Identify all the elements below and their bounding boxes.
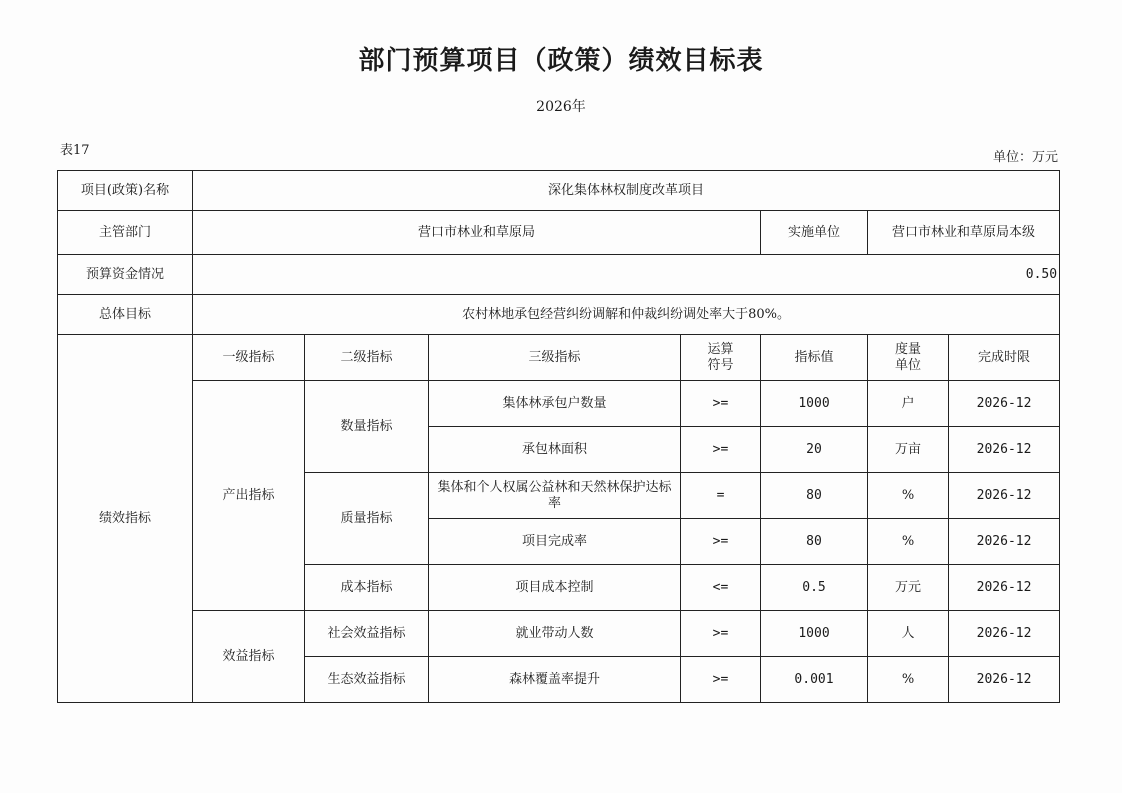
table-row — [58, 381, 1060, 427]
indicator-unit: 户 — [868, 381, 949, 427]
indicator-value: 20 — [761, 427, 868, 473]
impl-unit-value: 营口市林业和草原局本级 — [868, 211, 1060, 255]
indicator-operator: >= — [681, 381, 761, 427]
dept-label: 主管部门 — [58, 211, 193, 255]
level2-cost: 成本指标 — [305, 565, 429, 611]
header-operator-line1: 运算 — [707, 341, 734, 357]
indicator-value: 0.001 — [761, 657, 868, 703]
indicator-deadline: 2026-12 — [949, 565, 1060, 611]
indicator-unit: 万元 — [868, 565, 949, 611]
project-name-label: 项目(政策)名称 — [58, 171, 193, 211]
indicator-unit: % — [868, 473, 949, 519]
year-label: 2026年 — [536, 99, 586, 115]
level2-quantity: 数量指标 — [305, 381, 429, 473]
header-operator — [681, 335, 761, 381]
performance-table — [57, 170, 1060, 703]
project-name-value: 深化集体林权制度改革项目 — [193, 171, 1060, 211]
indicators-section-label: 绩效指标 — [58, 335, 193, 703]
header-operator-line2: 符号 — [707, 357, 734, 373]
goal-label: 总体目标 — [58, 295, 193, 335]
indicator-unit: % — [868, 657, 949, 703]
goal-value: 农村林地承包经营纠纷调解和仲裁纠纷调处率大于80%。 — [193, 295, 1060, 335]
indicator-operator: = — [681, 473, 761, 519]
indicator-operator: >= — [681, 519, 761, 565]
budget-label: 预算资金情况 — [58, 255, 193, 295]
budget-value: 0.50 — [193, 255, 1060, 295]
table-row — [58, 611, 1060, 657]
header-level3: 三级指标 — [429, 335, 681, 381]
indicator-name: 集体林承包户数量 — [429, 381, 681, 427]
indicator-operator: <= — [681, 565, 761, 611]
level1-benefit: 效益指标 — [193, 611, 305, 703]
indicator-operator: >= — [681, 657, 761, 703]
indicator-name: 就业带动人数 — [429, 611, 681, 657]
indicator-deadline: 2026-12 — [949, 427, 1060, 473]
unit-label: 单位：万元 — [992, 150, 1058, 165]
indicator-unit: 万亩 — [868, 427, 949, 473]
level2-eco: 生态效益指标 — [305, 657, 429, 703]
header-value: 指标值 — [761, 335, 868, 381]
header-level2: 二级指标 — [305, 335, 429, 381]
indicator-deadline: 2026-12 — [949, 519, 1060, 565]
indicator-name: 森林覆盖率提升 — [429, 657, 681, 703]
indicator-name: 集体和个人权属公益林和天然林保护达标率 — [429, 473, 681, 519]
goal-row — [58, 295, 1060, 335]
indicator-value: 80 — [761, 473, 868, 519]
indicator-deadline: 2026-12 — [949, 657, 1060, 703]
dept-row — [58, 211, 1060, 255]
indicator-name: 项目成本控制 — [429, 565, 681, 611]
indicator-deadline: 2026-12 — [949, 611, 1060, 657]
indicator-value: 1000 — [761, 611, 868, 657]
indicator-deadline: 2026-12 — [949, 473, 1060, 519]
budget-row — [58, 255, 1060, 295]
indicator-name: 项目完成率 — [429, 519, 681, 565]
header-unit-line1: 度量 — [894, 341, 921, 357]
indicator-unit: 人 — [868, 611, 949, 657]
level2-quality: 质量指标 — [305, 473, 429, 565]
indicator-name: 承包林面积 — [429, 427, 681, 473]
header-deadline: 完成时限 — [949, 335, 1060, 381]
indicator-unit: % — [868, 519, 949, 565]
table-number: 表17 — [60, 143, 90, 158]
header-unit-line2: 单位 — [894, 357, 921, 373]
level2-social: 社会效益指标 — [305, 611, 429, 657]
indicator-value: 1000 — [761, 381, 868, 427]
dept-value: 营口市林业和草原局 — [193, 211, 761, 255]
impl-unit-label: 实施单位 — [761, 211, 868, 255]
indicator-operator: >= — [681, 427, 761, 473]
indicator-value: 80 — [761, 519, 868, 565]
indicator-value: 0.5 — [761, 565, 868, 611]
header-level1: 一级指标 — [193, 335, 305, 381]
indicator-deadline: 2026-12 — [949, 381, 1060, 427]
page-title: 部门预算项目（政策）绩效目标表 — [358, 46, 764, 76]
level1-output: 产出指标 — [193, 381, 305, 611]
header-unit — [868, 335, 949, 381]
indicator-operator: >= — [681, 611, 761, 657]
indicator-header-row — [58, 335, 1060, 381]
project-row — [58, 171, 1060, 211]
